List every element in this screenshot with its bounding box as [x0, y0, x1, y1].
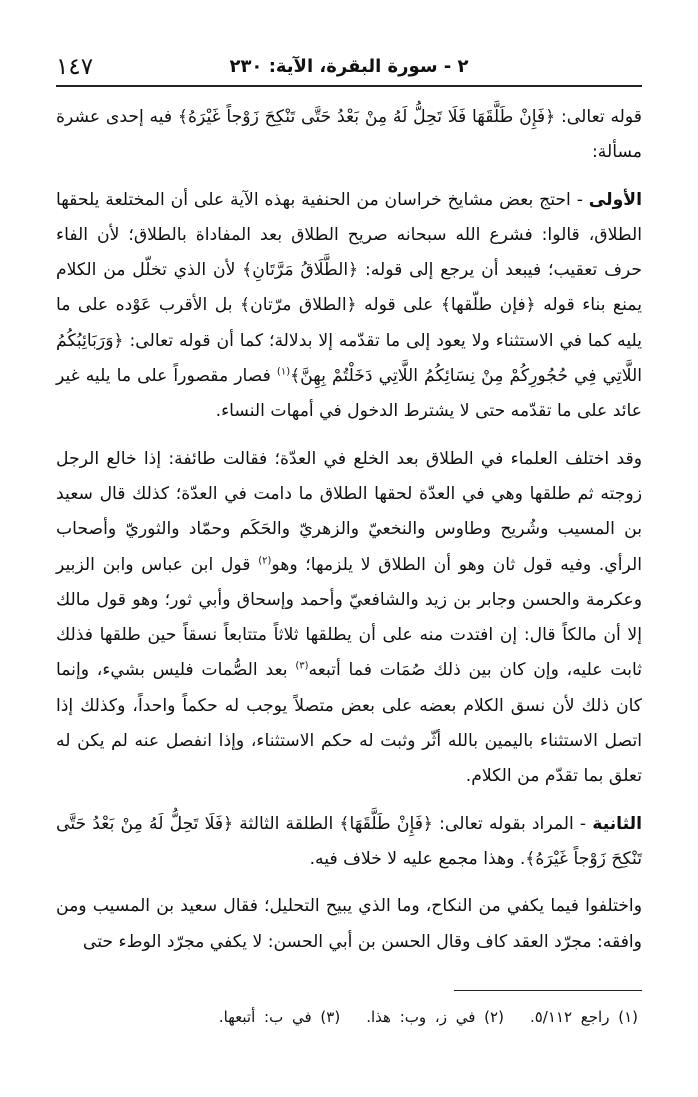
footnote-divider [454, 990, 642, 991]
section-first-heading: الأولى [588, 189, 642, 210]
footnote-2: (٢) في ز، وب: هذا. [366, 1008, 504, 1026]
page-number: ١٤٧ [56, 54, 94, 80]
footnote-ref-1[interactable]: (١) [276, 366, 291, 378]
footnote-ref-3[interactable]: (٣) [295, 660, 309, 672]
section-second [56, 807, 642, 878]
footnote-3: (٣) في ب: أتبعها. [218, 1008, 341, 1026]
section-second-text: - المراد بقوله تعالى: ﴿فَإِنْ طَلَّقَهَا﴾ الطلقة الثالثة ﴿فَلَا تَحِلُّ لَهُ مِنْ بَعْدُ حَتَّى تَنْكِحَ زَوْجاً غَيْرَهُ﴾. وهذا مجمع عليه لا خلاف فيه. [56, 813, 642, 869]
section-first [56, 183, 642, 430]
intro-paragraph [56, 100, 642, 171]
paragraph-khul-text-end: بعد الصُّمات فليس بشيء، وإنما كان ذلك لأن نسق الكلام بعضه على بعض متصلاً يوجب له حكماً واحداً، وكذلك إذا اتصل الاستثناء باليمين بالله أثّر وثبت له حكم الاستثناء، وإذا انفصل عنه لم يكن له تعلق بما تقدّم من الكلام. [56, 660, 642, 787]
paragraph-khul-text-cont: قول ابن عباس وابن الزبير وعكرمة والحسن وجابر بن زيد والشافعيّ وأحمد وإسحاق وأبي ثور؛ وهو قول مالك إلا أن مالكاً قال: إن افتدت منه على أن يطلقها ثلاثاً متتابعاً نسقاً حين طلقها فذلك ثابت عليه، وإن كان بين ذلك صُمَات فما أتبعه [56, 554, 642, 681]
paragraph-khul [56, 442, 642, 795]
main-text [56, 100, 642, 960]
page-header [56, 54, 642, 86]
section-second-heading: الثانية [592, 813, 642, 834]
paragraph-khul-text: وقد اختلف العلماء في الطلاق بعد الخلع في العدّة؛ فقالت طائفة: إذا خالع الرجل زوجته ثم طلقها وهي في العدّة لحقها الطلاق ما دامت في العدّة؛ كذلك قال سعيد بن المسيب وشُريح وطاوس والنخعيّ والزهريّ والحَكَم وحمّاد والثوريّ وأصحاب الرأي. وفيه قول ثان وهو أن الطلاق لا يلزمها؛ وهو [56, 448, 642, 575]
section-first-text: - احتج بعض مشايخ خراسان من الحنفية بهذه الآية على أن المختلعة يلحقها الطلاق، قالوا: فشرع الله سبحانه صريح الطلاق بعد المفاداة بالطلاق؛ لأن الفاء حرف تعقيب؛ فيبعد أن يرجع إلى قوله: ﴿الطَّلَاقُ مَرَّتَانِ﴾ لأن الذي تخلّل من الكلام يمنع بناء قوله ﴿فإن طلّقها﴾ على قوله ﴿الطلاق مرّتان﴾ بل الأقرب عَوْده على ما يليه كما في الاستثناء ولا يعود إلى ما تقدّمه إلا بدلالة؛ كما أن قوله تعالى: ﴿وَرَبَائِبُكُمُ اللَّاتِي فِي حُجُورِكُمْ مِنْ نِسَائِكُمُ اللَّاتِي دَخَلْتُمْ بِهِنَّ﴾ [56, 189, 642, 387]
footnotes [56, 1008, 638, 1026]
footnote-ref-2[interactable]: (٢) [258, 554, 272, 566]
paragraph-nikah-text: واختلفوا فيما يكفي من النكاح، وما الذي يبيح التحليل؛ فقال سعيد بن المسيب ومن وافقه: مجرّد العقد كاف وقال الحسن بن أبي الحسن: لا يكفي مجرّد الوطء حتى [56, 896, 642, 952]
section-first-text-cont: فصار مقصوراً على ما يليه غير عائد على ما تقدّمه حتى لا يشترط الدخول في أمهات النساء. [56, 366, 642, 422]
header-divider [56, 85, 642, 87]
paragraph-nikah [56, 889, 642, 960]
footnote-1: (١) راجع ٥/١١٢. [529, 1008, 638, 1026]
running-title: ٢ - سورة البقرة، الآية: ٢٣٠ [229, 56, 469, 77]
intro-text: قوله تعالى: ﴿فَإِنْ طَلَّقَهَا فَلَا تَحِلُّ لَهُ مِنْ بَعْدُ حَتَّى تَنْكِحَ زَوْجاً غَيْرَهُ﴾ فيه إحدى عشرة مسألة: [56, 107, 642, 163]
